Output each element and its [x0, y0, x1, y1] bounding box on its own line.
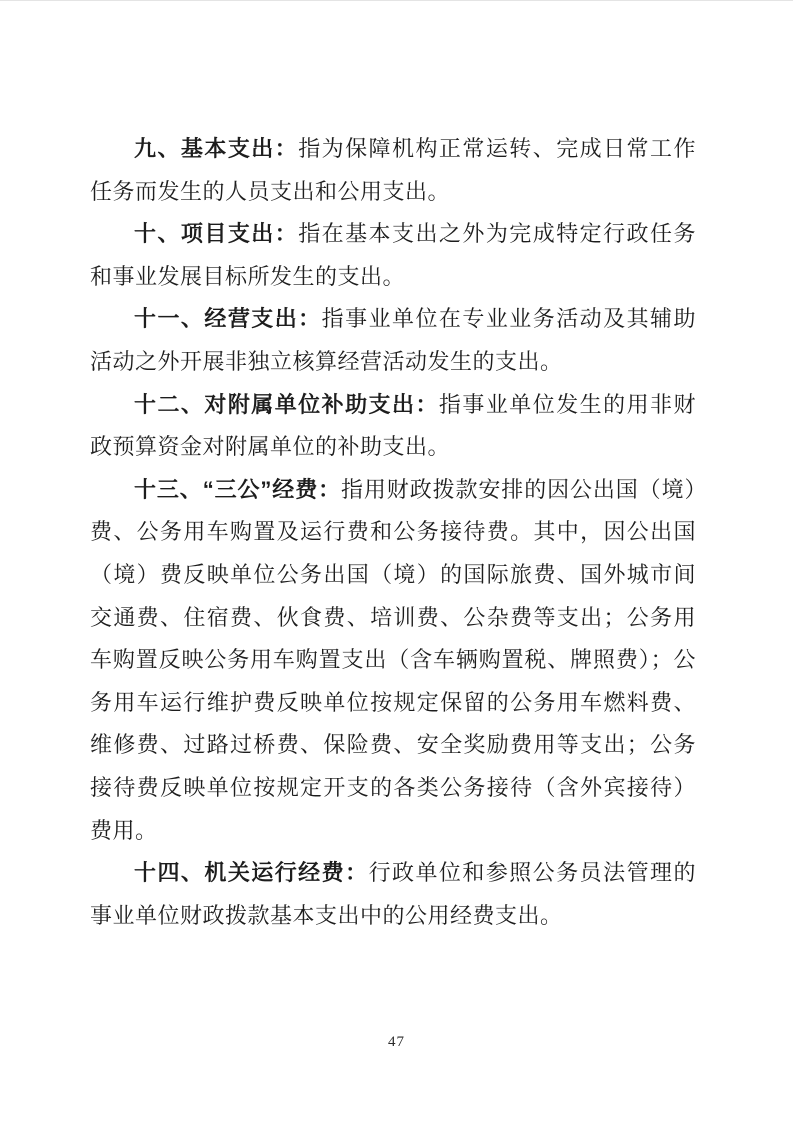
- term-definition: 指用财政拨款安排的因公出国（境）费、公务用车购置及运行费和公务接待费。其中，因公出国（境）费反映单位公务出国（境）的国际旅费、国外城市间交通费、住宿费、伙食费、培训费、公杂费等支出；公务用车购置反映公务用车购置支出（含车辆购置税、牌照费）；公务用车运行维护费反映单位按规定保留的公务用车燃料费、维修费、过路过桥费、保险费、安全奖励费用等支出；公务接待费反映单位按规定开支的各类公务接待（含外宾接待）费用。: [90, 476, 696, 843]
- page-number: 47: [388, 1034, 405, 1050]
- definition-paragraph-basic-expenditure: [90, 128, 696, 213]
- definition-paragraph-agency-operating-funds: [90, 852, 696, 937]
- term-definition: 行政单位和参照公务员法管理的事业单位财政拨款基本支出中的公用经费支出。: [90, 860, 696, 928]
- term-label: 十一、经营支出：: [134, 306, 322, 332]
- term-label: 十三、“三公”经费：: [134, 476, 341, 502]
- term-definition: 指事业单位在专业业务活动及其辅助活动之外开展非独立核算经营活动发生的支出。: [90, 306, 696, 374]
- term-definition: 指在基本支出之外为完成特定行政任务和事业发展目标所发生的支出。: [90, 221, 696, 289]
- definition-paragraph-project-expenditure: [90, 213, 696, 298]
- term-label: 十二、对附属单位补助支出：: [134, 391, 439, 417]
- definition-paragraph-operating-expenditure: [90, 298, 696, 383]
- term-label: 十、项目支出：: [134, 221, 299, 247]
- term-label: 十四、机关运行经费：: [134, 860, 369, 886]
- definition-paragraph-subsidy-to-affiliates: [90, 384, 696, 469]
- document-body: [90, 128, 696, 937]
- term-definition: 指事业单位发生的用非财政预算资金对附属单位的补助支出。: [90, 391, 696, 460]
- term-label: 九、基本支出：: [134, 136, 299, 161]
- page-top-divider: [0, 0, 793, 1]
- term-definition: 指为保障机构正常运转、完成日常工作任务而发生的人员支出和公用支出。: [90, 136, 696, 204]
- definition-paragraph-three-public-funds: [90, 469, 696, 852]
